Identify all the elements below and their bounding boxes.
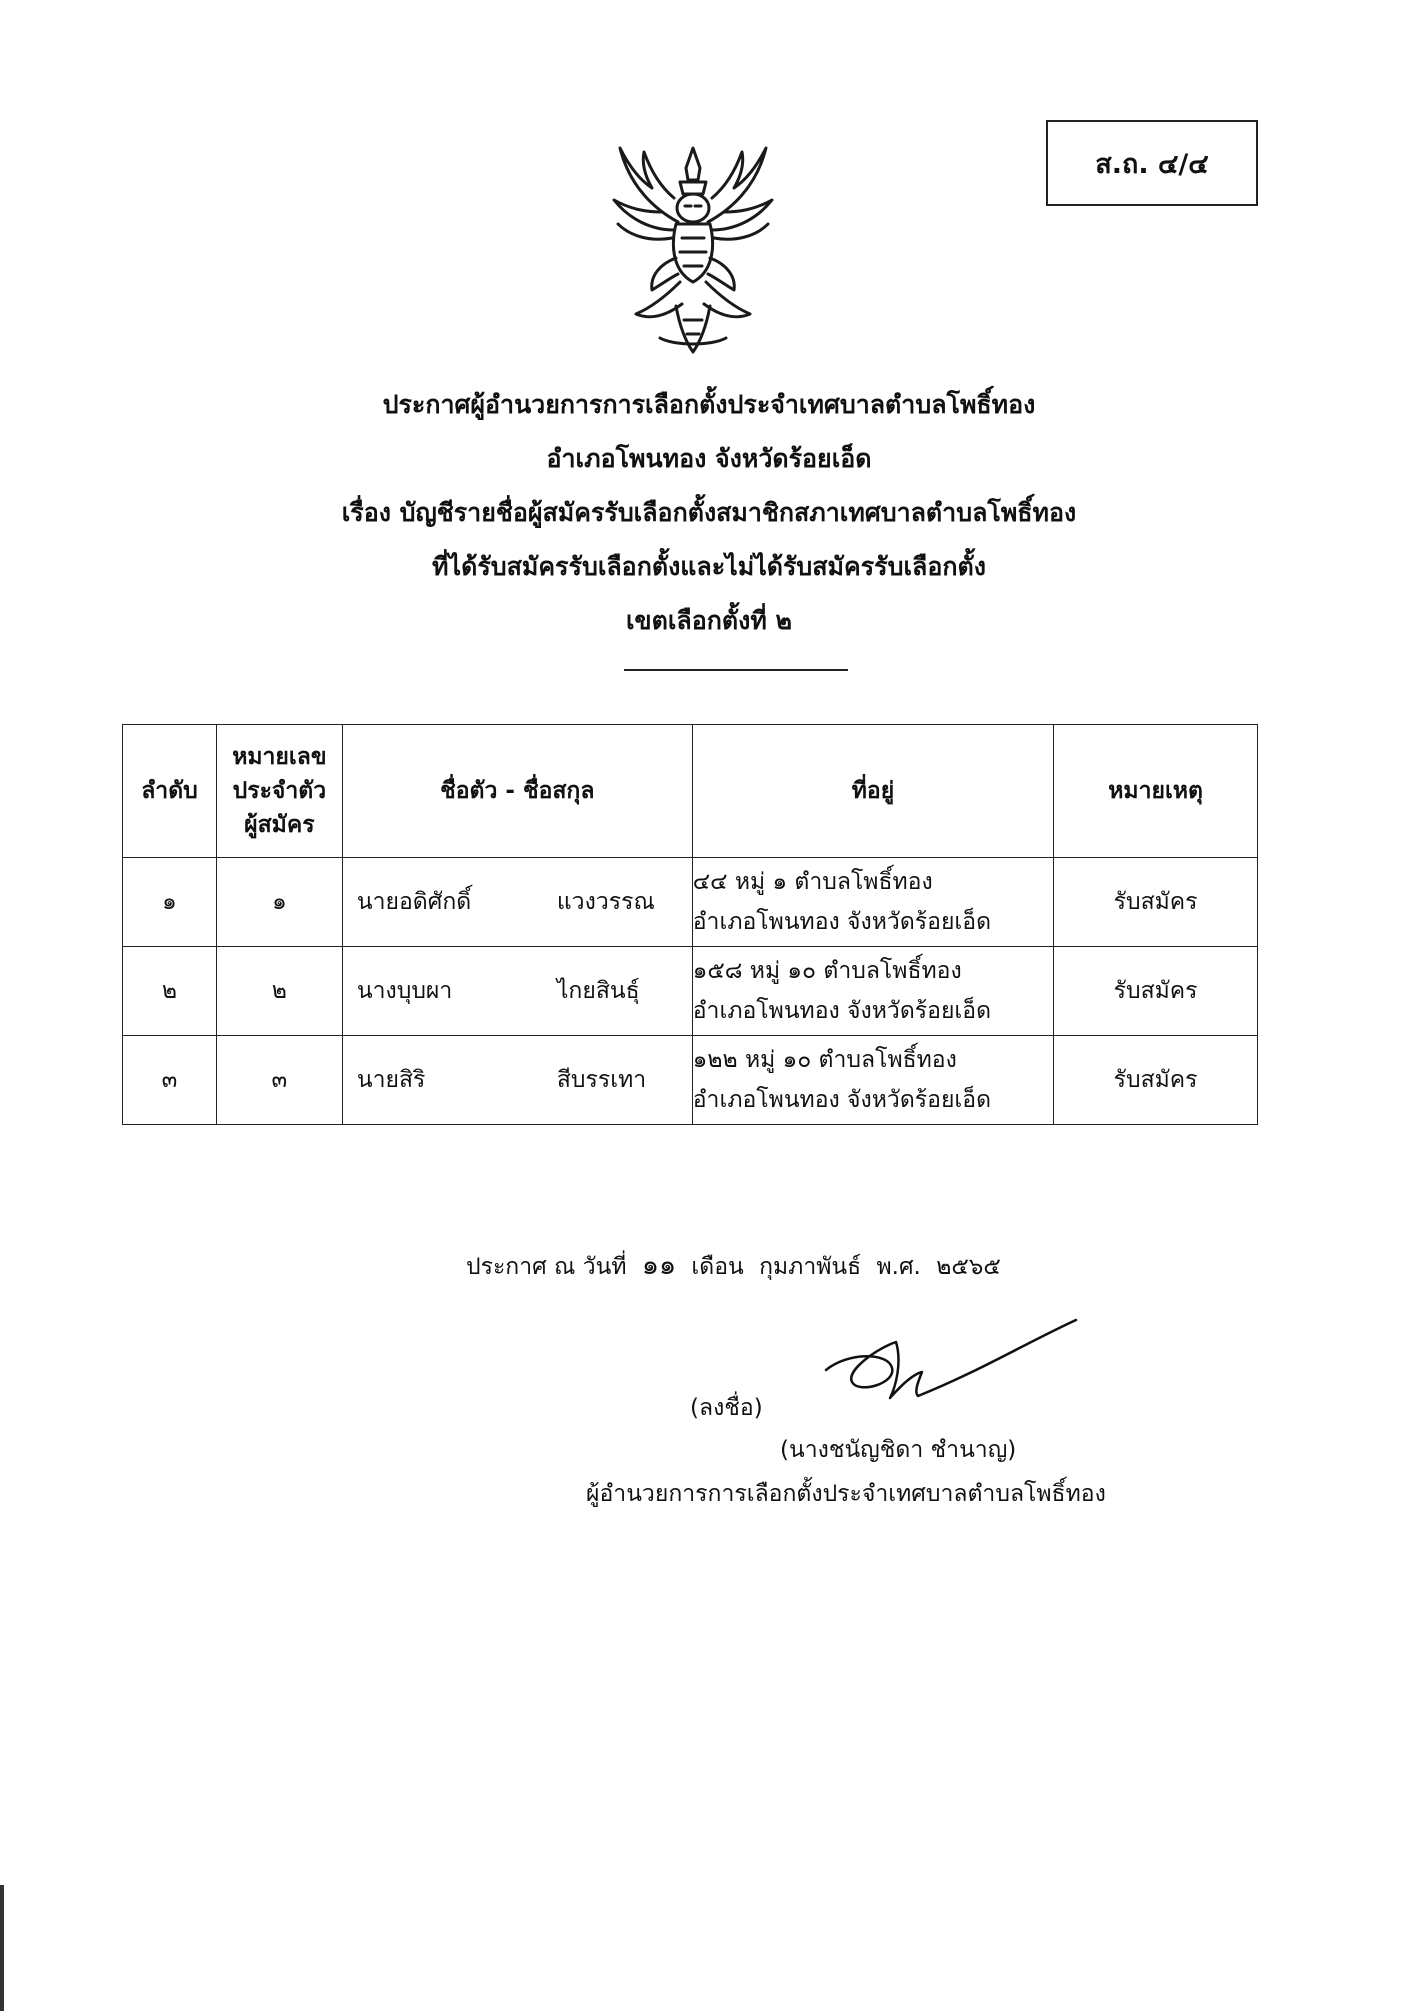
announcement-date	[466, 1243, 1009, 1286]
header-candidate-number	[216, 725, 342, 858]
row-address-line-2: อำเภอโพนทอง จังหวัดร้อยเอ็ด	[692, 1087, 992, 1113]
candidate-table	[122, 724, 1258, 1125]
header-number-line-3: ผู้สมัคร	[244, 812, 315, 838]
form-code: ส.ถ. ๔/๔	[1095, 148, 1209, 180]
form-code-box	[1046, 120, 1258, 206]
handwritten-signature	[818, 1312, 1080, 1420]
row-remark: รับสมัคร	[1054, 1036, 1258, 1125]
row-remark: รับสมัคร	[1054, 947, 1258, 1036]
signer-title: ผู้อำนวยการการเลือกตั้งประจำเทศบาลตำบลโพธิ์ทอง	[586, 1481, 1106, 1507]
date-month: กุมภาพันธ์	[759, 1254, 862, 1280]
row-first-name: นายสิริ	[356, 1067, 426, 1093]
heading-line-5: เขตเลือกตั้งที่ ๒	[626, 606, 792, 635]
row-candidate-number: ๓	[216, 1036, 342, 1125]
row-address-line-1: ๑๒๒ หมู่ ๑๐ ตำบลโพธิ์ทอง	[692, 1047, 957, 1073]
announcement-heading	[0, 378, 1418, 648]
row-candidate-number: ๑	[216, 858, 342, 947]
row-remark: รับสมัคร	[1054, 858, 1258, 947]
heading-line-3: เรื่อง บัญชีรายชื่อผู้สมัครรับเลือกตั้งสมาชิกสภาเทศบาลตำบลโพธิ์ทอง	[341, 498, 1077, 527]
header-number-line-2: ประจำตัว	[232, 778, 327, 804]
garuda-emblem-icon	[600, 138, 786, 360]
row-order: ๒	[123, 947, 217, 1036]
header-remark: หมายเหตุ	[1054, 725, 1258, 858]
row-first-name: นายอดิศักดิ์	[356, 889, 472, 915]
date-day: ๑๑	[641, 1250, 677, 1281]
signer-name: (นางชนัญชิดา ชำนาญ)	[780, 1437, 1017, 1463]
heading-line-2: อำเภอโพนทอง จังหวัดร้อยเอ็ด	[546, 444, 872, 473]
row-order: ๑	[123, 858, 217, 947]
row-name	[342, 858, 692, 947]
row-candidate-number: ๒	[216, 947, 342, 1036]
row-name	[342, 947, 692, 1036]
row-address	[692, 858, 1053, 947]
sign-label: (ลงชื่อ)	[690, 1395, 763, 1421]
row-address	[692, 1036, 1053, 1125]
row-address-line-1: ๔๔ หมู่ ๑ ตำบลโพธิ์ทอง	[692, 869, 933, 895]
row-address-line-1: ๑๕๘ หมู่ ๑๐ ตำบลโพธิ์ทอง	[692, 958, 962, 984]
heading-line-1: ประกาศผู้อำนวยการการเลือกตั้งประจำเทศบาลตำบลโพธิ์ทอง	[382, 390, 1036, 419]
heading-divider	[624, 669, 848, 671]
date-year-label: พ.ศ.	[876, 1254, 921, 1280]
row-address-line-2: อำเภอโพนทอง จังหวัดร้อยเอ็ด	[692, 909, 992, 935]
row-address	[692, 947, 1053, 1036]
header-name: ชื่อตัว - ชื่อสกุล	[342, 725, 692, 858]
scan-edge-mark	[0, 1885, 4, 2011]
table-header-row	[123, 725, 1258, 858]
date-prefix: ประกาศ ณ วันที่	[466, 1254, 627, 1280]
table-row	[123, 1036, 1258, 1125]
row-order: ๓	[123, 1036, 217, 1125]
header-number-line-1: หมายเลข	[232, 744, 327, 770]
header-address: ที่อยู่	[692, 725, 1053, 858]
row-last-name: แวงวรรณ	[556, 889, 655, 915]
table-row	[123, 858, 1258, 947]
table-row	[123, 947, 1258, 1036]
date-year: ๒๕๖๕	[936, 1254, 1001, 1280]
row-name	[342, 1036, 692, 1125]
row-last-name: สีบรรเทา	[556, 1067, 647, 1093]
header-order: ลำดับ	[123, 725, 217, 858]
row-first-name: นางบุบผา	[356, 978, 453, 1004]
heading-line-4: ที่ได้รับสมัครรับเลือกตั้งและไม่ได้รับสมัครรับเลือกตั้ง	[432, 552, 986, 581]
date-month-label: เดือน	[691, 1254, 744, 1280]
row-address-line-2: อำเภอโพนทอง จังหวัดร้อยเอ็ด	[692, 998, 992, 1024]
row-last-name: ไกยสินธุ์	[556, 978, 640, 1004]
